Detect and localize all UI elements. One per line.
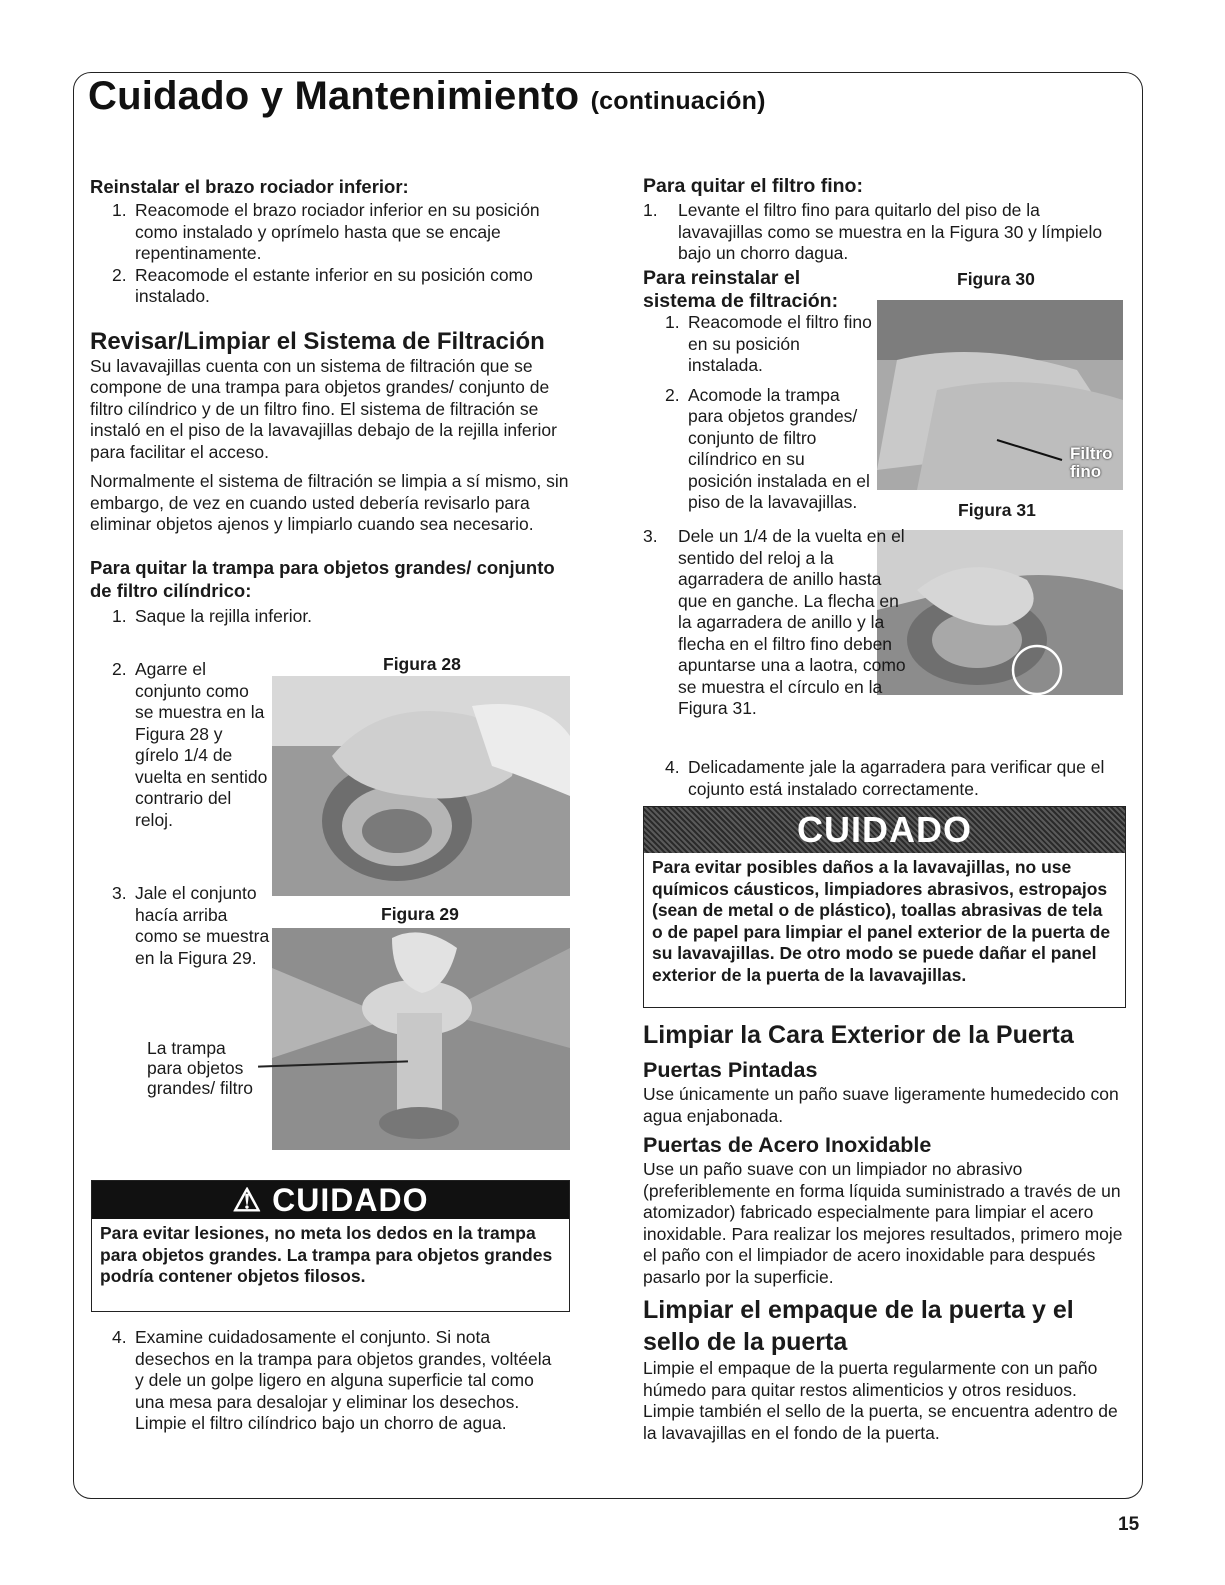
figure-29-label: Figura 29	[381, 904, 459, 924]
filter-system-heading: Revisar/Limpiar el Sistema de Filtración	[90, 327, 545, 355]
reinstall-step-3: 3. Dele un 1/4 de la vuelta en el sentido del reloj a la agarradera de anillo hasta que en ganche. La flecha en la agarradera de anillo y la flecha en el filtro fino deben apuntarse una a laotra, como se muestra el círculo en la Figura 31.	[643, 526, 906, 718]
gasket-text: Limpie el empaque de la puerta regularmente con un paño húmedo para quitar restos alimenticios y otros residuos. Limpie también el sello de la puerta, se encuentra adentro de la lavavajillas en el fondo de la puerta.	[643, 1358, 1118, 1443]
steel-doors-heading: Puertas de Acero Inoxidable	[643, 1133, 932, 1157]
figure-31-label: Figura 31	[958, 500, 1036, 520]
list-item: 4. Examine cuidadosamente el conjunto. Si nota desechos en la trampa para objetos grandes, voltéela y dele un golpe ligero en alguna superficie tal como una mesa para desalojar y eliminar los desechos. Limpie el filtro cilíndrico bajo un chorro de agua.	[112, 1327, 552, 1433]
right-column-top	[643, 175, 1123, 265]
painted-doors-text: Use únicamente un paño suave ligeramente humedecido con agua enjabonada.	[643, 1084, 1119, 1126]
reinstall-arm-steps	[90, 200, 570, 308]
caution-box	[643, 806, 1126, 1008]
gasket-heading: Limpiar el empaque de la puerta y el sello de la puerta	[643, 1296, 1074, 1356]
figure-30-photo	[877, 300, 1123, 490]
injury-warning-box	[91, 1180, 570, 1312]
remove-trap-heading: Para quitar la trampa para objetos grandes/ conjunto de filtro cilíndrico:	[90, 556, 555, 601]
figure-30-label: Figura 30	[957, 269, 1035, 289]
filter-system-paragraph-1: Su lavavajillas cuenta con un sistema de filtración que se compone de una trampa para objetos grandes/ conjunto de filtro cilíndrico y de un filtro fino. El sistema de filtración se instaló en el piso de la lavavajillas debajo de la rejilla inferior para facilitar el acceso.	[90, 355, 557, 462]
fine-filter-callout: Filtro fino	[1070, 444, 1113, 481]
warning-triangle-icon: ⚠	[232, 1182, 263, 1218]
trap-callout-label: La trampa para objetos grandes/ filtro	[147, 1038, 254, 1098]
figure-28-photo	[272, 676, 570, 896]
list-item: 4. Delicadamente jale la agarradera para verificar que el cojunto está instalado correctamente.	[665, 757, 1105, 799]
left-column	[90, 175, 570, 627]
page-number: 15	[1118, 1514, 1140, 1535]
remove-trap-step-2	[90, 659, 270, 831]
reinstall-system-steps	[643, 312, 873, 514]
page-title: Cuidado y Mantenimiento (continuación)	[88, 74, 766, 118]
exterior-section	[643, 1020, 1123, 1444]
list-item: 1. Saque la rejilla inferior.	[112, 605, 313, 626]
reinstall-system-heading: Para reinstalar el sistema de filtración:	[643, 267, 839, 312]
filter-system-paragraph-2: Normalmente el sistema de filtración se limpia a sí mismo, sin embargo, de vez en cuando usted debería revisarlo para eliminar objetos ajenos y limpiarlo cuando sea necesario.	[90, 471, 569, 534]
list-item: 1. Levante el filtro fino para quitarlo del piso de la lavavajillas como se muestra en la Figura 30 y límpielo bajo un chorro dagua.	[643, 200, 1103, 263]
remove-trap-step-3	[90, 883, 270, 969]
caution-text: Para evitar posibles daños a la lavavajillas, no use químicos cáusticos, limpiadores abrasivos, estropajos (sean de metal o de plástico), toallas abrasivas de tela o de papel para limpiar el panel exterior de la puerta de su lavavajillas. De otro modo se puede dañar el panel exterior de la puerta de la lavavajillas.	[652, 857, 1111, 985]
painted-doors-heading: Puertas Pintadas	[643, 1058, 818, 1082]
page-title-suffix: (continuación)	[590, 87, 766, 115]
list-item: 1. Reacomode el brazo rociador inferior en su posición como instalado y oprímelo hasta que se encaje repentinamente.	[112, 200, 540, 263]
exterior-heading: Limpiar la Cara Exterior de la Puerta	[643, 1021, 1074, 1049]
reinstall-arm-heading: Reinstalar el brazo rociador inferior:	[90, 176, 409, 197]
list-item: 1. Reacomode el filtro fino en su posición instalada.	[665, 312, 872, 375]
list-item: 2. Acomode la trampa para objetos grandes/ conjunto de filtro cilíndrico en su posición instalada en el piso de la lavavajillas.	[665, 384, 870, 512]
steel-doors-text: Use un paño suave con un limpiador no abrasivo (preferiblemente en forma líquida suministrado a través de un atomizador) fabricado especialmente para limpiar el acero inoxidable. Para realizar los mejores resultados, primero moje el paño con el limpiador de acero inoxidable para después pasarlo por la superficie.	[643, 1159, 1123, 1287]
fine-filter-heading: Para quitar el filtro fino:	[643, 175, 863, 197]
warning-header: ⚠ CUIDADO	[92, 1181, 569, 1219]
warning-text: Para evitar lesiones, no meta los dedos en la trampa para objetos grandes. La trampa para objetos grandes podría contener objetos filosos.	[100, 1223, 553, 1286]
remove-trap-step-4	[90, 1327, 560, 1435]
figure-28-label: Figura 28	[383, 654, 461, 674]
caution-header: CUIDADO	[644, 807, 1125, 853]
list-item: 2. Agarre el conjunto como se muestra en la Figura 28 y gírelo 1/4 de vuelta en sentido contrario del reloj.	[112, 659, 268, 830]
figure-29-photo	[272, 928, 570, 1150]
list-item: 2. Reacomode el estante inferior en su posición como instalado.	[112, 264, 533, 306]
list-item: 3. Jale el conjunto hacía arriba como se muestra en la Figura 29.	[112, 883, 270, 968]
